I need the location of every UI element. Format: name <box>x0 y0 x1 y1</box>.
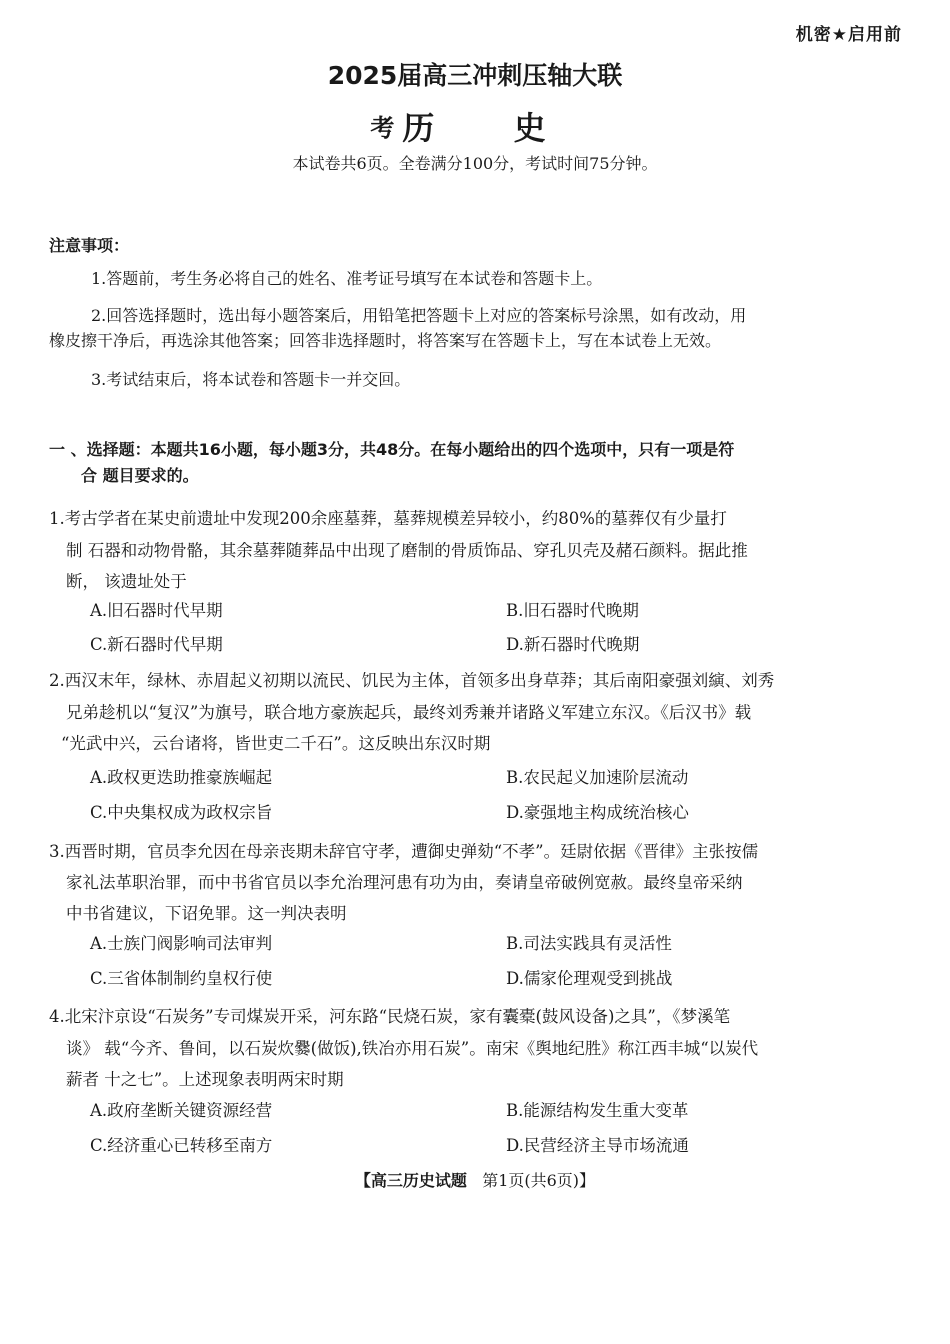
question-2-line-2: 兄弟趁机以“复汉”为旗号，联合地方豪族起兵，最终刘秀兼并诸路义军建立东汉。《后汉书》载 <box>66 703 752 722</box>
question-3-option-a[interactable]: A.士族门阀影响司法审判 <box>90 934 273 953</box>
subject-name: 历 史 <box>402 109 580 147</box>
question-2-line-1: 2.西汉末年，绿林、赤眉起义初期以流民、饥民为主体，首领多出身草莽；其后南阳豪强刘縯、刘秀 <box>49 671 775 690</box>
notice-item-1: 1.答题前，考生务必将自己的姓名、准考证号填写在本试卷和答题卡上。 <box>91 269 603 288</box>
footer-subject: 【高三历史试题 <box>354 1171 467 1190</box>
question-2-option-b[interactable]: B.农民起义加速阶层流动 <box>506 768 689 787</box>
question-1-option-b[interactable]: B.旧石器时代晚期 <box>506 601 639 620</box>
question-3-option-d[interactable]: D.儒家伦理观受到挑战 <box>506 969 673 988</box>
subject-prefix: 考 <box>370 114 395 142</box>
notice-item-2-line-2: 橡皮擦干净后，再选涂其他答案；回答非选择题时，将答案写在答题卡上，写在本试卷上无效。 <box>49 331 722 350</box>
question-1-option-d[interactable]: D.新石器时代晚期 <box>506 635 640 654</box>
confidential-label: 机密★启用前 <box>795 25 902 45</box>
question-1-option-c[interactable]: C.新石器时代早期 <box>90 635 223 654</box>
question-2-option-d[interactable]: D.豪强地主构成统治核心 <box>506 803 689 822</box>
notice-item-2-line-1: 2.回答选择题时，选出每小题答案后，用铅笔把答题卡上对应的答案标号涂黑，如有改动，用 <box>91 306 747 325</box>
question-4-line-2: 谈》 载“今齐、鲁间，以石炭炊爨(做饭),铁冶亦用石炭”。南宋《舆地纪胜》称江西丰城“以炭代 <box>66 1039 759 1058</box>
footer-page-number: 第1页(共6页)】 <box>482 1171 596 1190</box>
exam-title: 2025届高三冲刺压轴大联 <box>327 61 623 90</box>
question-3-option-c[interactable]: C.三省体制制约皇权行使 <box>90 969 273 988</box>
question-1-option-a[interactable]: A.旧石器时代早期 <box>90 601 223 620</box>
section-heading-line-1: 一 、选择题：本题共16小题，每小题3分，共48分。在每小题给出的四个选项中，只有一项是符 <box>49 440 735 459</box>
question-3-line-2: 家礼法革职治罪，而中书省官员以李允治理河患有功为由，奏请皇帝破例宽赦。最终皇帝采纳 <box>66 873 743 892</box>
subject-title <box>0 103 950 149</box>
question-2-option-a[interactable]: A.政权更迭助推豪族崛起 <box>90 768 273 787</box>
question-4-option-c[interactable]: C.经济重心已转移至南方 <box>90 1136 273 1155</box>
question-1-line-2: 制 石器和动物骨骼，其余墓葬随葬品中出现了磨制的骨质饰品、穿孔贝壳及赭石颜料。据此推 <box>66 541 748 560</box>
notice-heading: 注意事项： <box>49 236 130 255</box>
notice-item-3: 3.考试结束后，将本试卷和答题卡一并交回。 <box>91 370 411 389</box>
question-3-line-1: 3.西晋时期，官员李允因在母亲丧期未辞官守孝，遭御史弹劾“不孝”。廷尉依据《晋律》主张按儒 <box>49 842 759 861</box>
question-4-line-1: 4.北宋汴京设“石炭务”专司煤炭开采，河东路“民烧石炭，家有囊橐(鼓风设备)之具”，《梦溪笔 <box>49 1007 731 1026</box>
page-footer <box>0 1168 950 1191</box>
question-4-option-d[interactable]: D.民营经济主导市场流通 <box>506 1136 689 1155</box>
question-3-line-3: 中书省建议，下诏免罪。这一判决表明 <box>66 904 347 923</box>
question-1-line-1: 1.考古学者在某史前遗址中发现200余座墓葬，墓葬规模差异较小，约80%的墓葬仅有少量打 <box>49 509 727 528</box>
exam-info: 本试卷共6页。全卷满分100分，考试时间75分钟。 <box>292 154 658 173</box>
question-1-line-3: 断， 该遗址处于 <box>66 572 187 591</box>
question-4-option-b[interactable]: B.能源结构发生重大变革 <box>506 1101 689 1120</box>
section-heading-line-2: 合 题目要求的。 <box>81 466 199 485</box>
question-4-option-a[interactable]: A.政府垄断关键资源经营 <box>90 1101 273 1120</box>
question-2-option-c[interactable]: C.中央集权成为政权宗旨 <box>90 803 273 822</box>
question-4-line-3: 薪者 十之七”。上述现象表明两宋时期 <box>66 1070 344 1089</box>
question-3-option-b[interactable]: B.司法实践具有灵活性 <box>506 934 672 953</box>
question-2-line-3: “光武中兴，云台诸将，皆世吏二千石”。这反映出东汉时期 <box>61 734 491 753</box>
